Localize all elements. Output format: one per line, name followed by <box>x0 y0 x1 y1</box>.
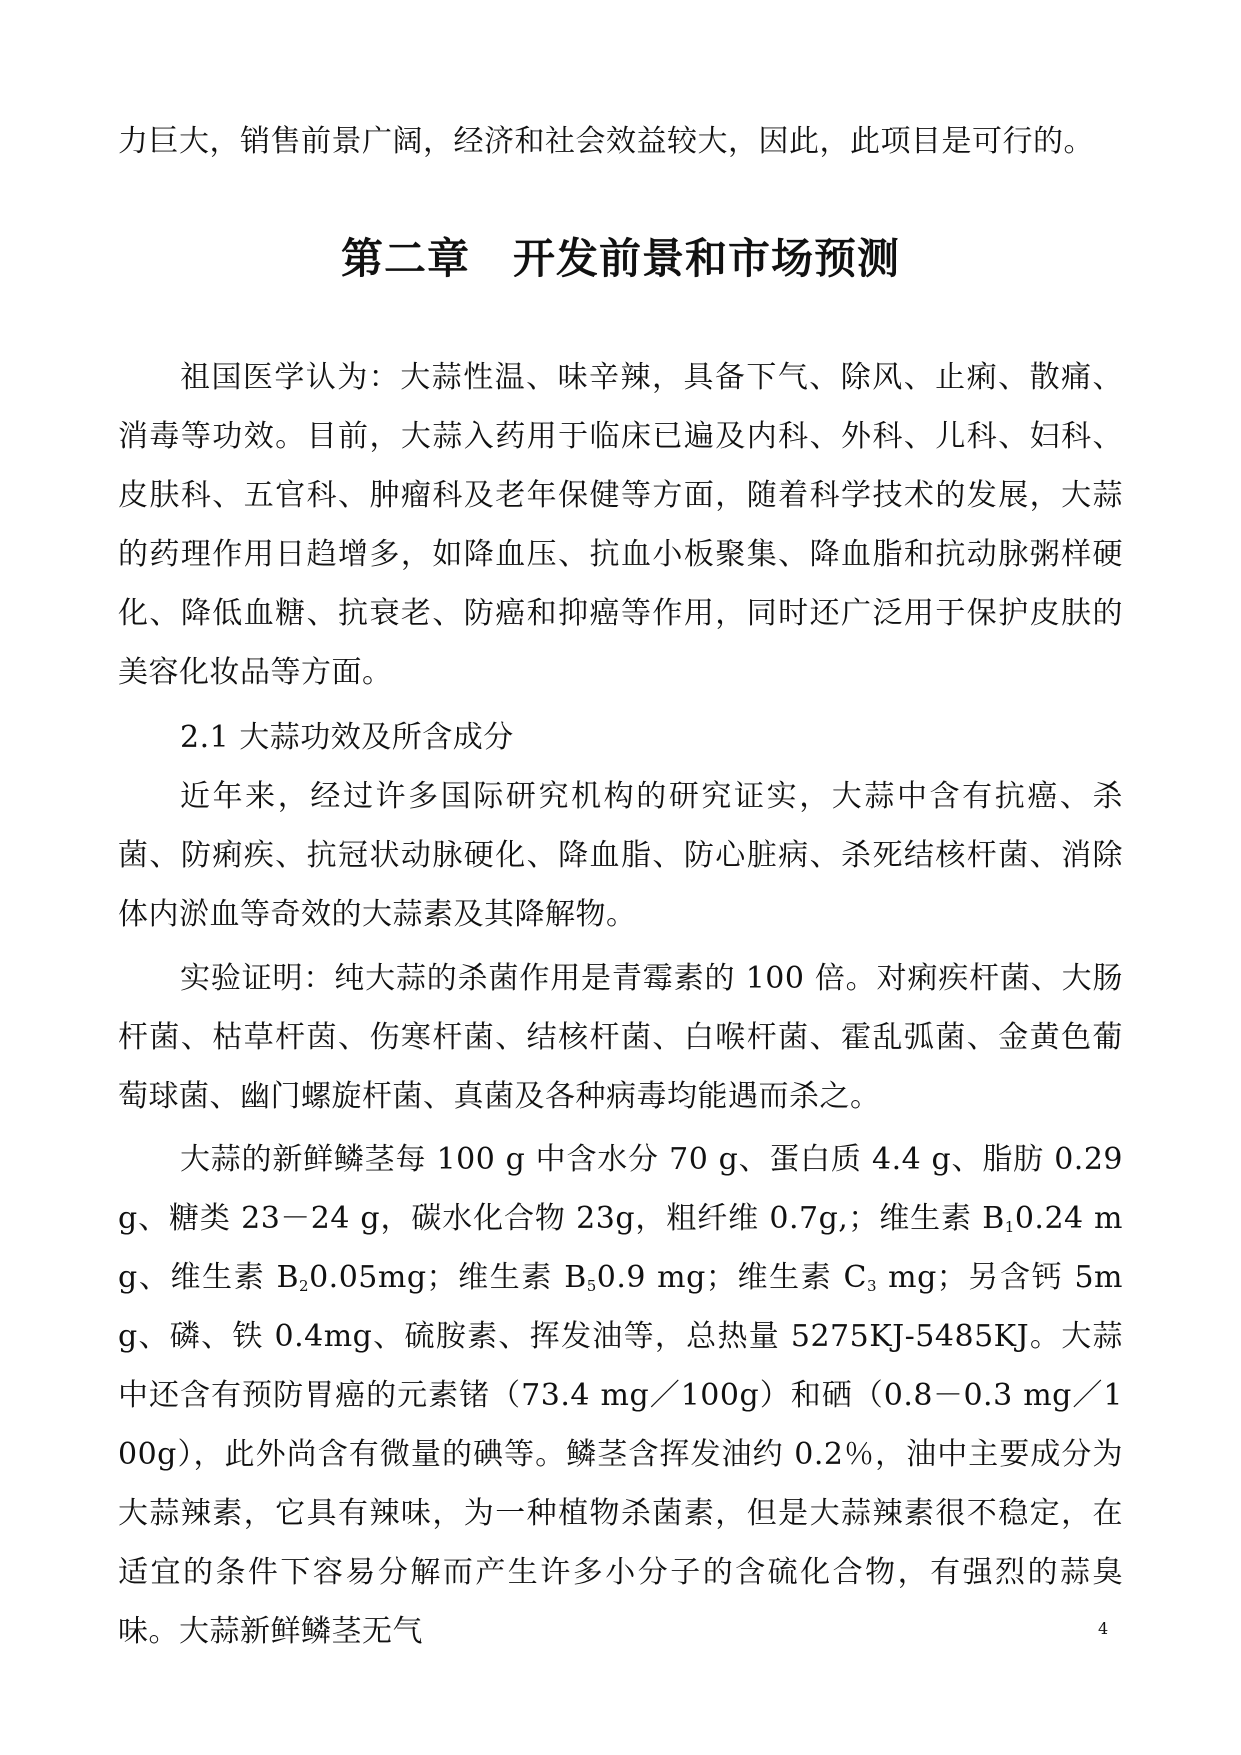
composition-text-d: 0.9 mg；维生素 C <box>596 1260 867 1295</box>
continuation-paragraph: 力巨大，销售前景广阔，经济和社会效益较大，因此，此项目是可行的。 <box>118 124 1094 159</box>
paragraph-composition <box>118 1130 1123 1661</box>
composition-text-b: 0.24 mg、维生素 B <box>118 1201 1124 1295</box>
section-heading: 2.1 大蒜功效及所含成分 <box>180 720 514 755</box>
composition-text-c: 0.05mg；维生素 B <box>309 1260 587 1295</box>
vitamin-subscript: 5 <box>586 1277 597 1295</box>
paragraph-intro: 祖国医学认为：大蒜性温、味辛辣，具备下气、除风、止痢、散痛、消毒等功效。目前，大蒜入药用于临床已遍及内科、外科、儿科、妇科、皮肤科、五官科、肿瘤科及老年保健等方面，随着科学技术的发展，大蒜的药理作用日趋增多，如降血压、抗血小板聚集、降血脂和抗动脉粥样硬化、降低血糖、抗衰老、防癌和抑癌等作用，同时还广泛用于保护皮肤的美容化妆品等方面。 <box>118 360 1123 690</box>
vitamin-subscript: 3 <box>866 1277 877 1295</box>
chapter-title: 第二章 开发前景和市场预测 <box>340 234 900 283</box>
vitamin-subscript: 1 <box>1004 1218 1015 1236</box>
paragraph-research: 近年来，经过许多国际研究机构的研究证实，大蒜中含有抗癌、杀菌、防痢疾、抗冠状动脉硬化、降血脂、防心脏病、杀死结核杆菌、消除体内淤血等奇效的大蒜素及其降解物。 <box>118 779 1123 932</box>
composition-text-e: mg；另含钙 5mg、磷、铁 0.4mg、硫胺素、挥发油等，总热量 5275KJ-5485KJ。大蒜中还含有预防胃癌的元素锗（73.4 mg／100g）和硒（0.8－0.3 mg／100g），此外尚含有微量的碘等。鳞茎含挥发油约 0.2％，油中主要成分为大蒜辣素，它具有辣味，为一种植物杀菌素，但是大蒜辣素很不稳定，在适宜的条件下容易分解而产生许多小分子的含硫化合物，有强烈的蒜臭味。大蒜新鲜鳞茎无气 <box>118 1260 1123 1649</box>
paragraph-experiment: 实验证明：纯大蒜的杀菌作用是青霉素的 100 倍。对痢疾杆菌、大肠杆菌、枯草杆茵、伤寒杆菌、结核杆菌、白喉杆菌、霍乱弧菌、金黄色葡萄球菌、幽门螺旋杆菌、真菌及各种病毒均能遇而杀之。 <box>118 961 1123 1114</box>
vitamin-subscript: 2 <box>299 1277 310 1295</box>
page-number: 4 <box>1098 1619 1109 1638</box>
composition-text-a: 大蒜的新鲜鳞茎每 100 g 中含水分 70 g、蛋白质 4.4 g、脂肪 0.29 g、糖类 23－24 g，碳水化合物 23g，粗纤维 0.7g,；维生素 B <box>118 1142 1123 1236</box>
